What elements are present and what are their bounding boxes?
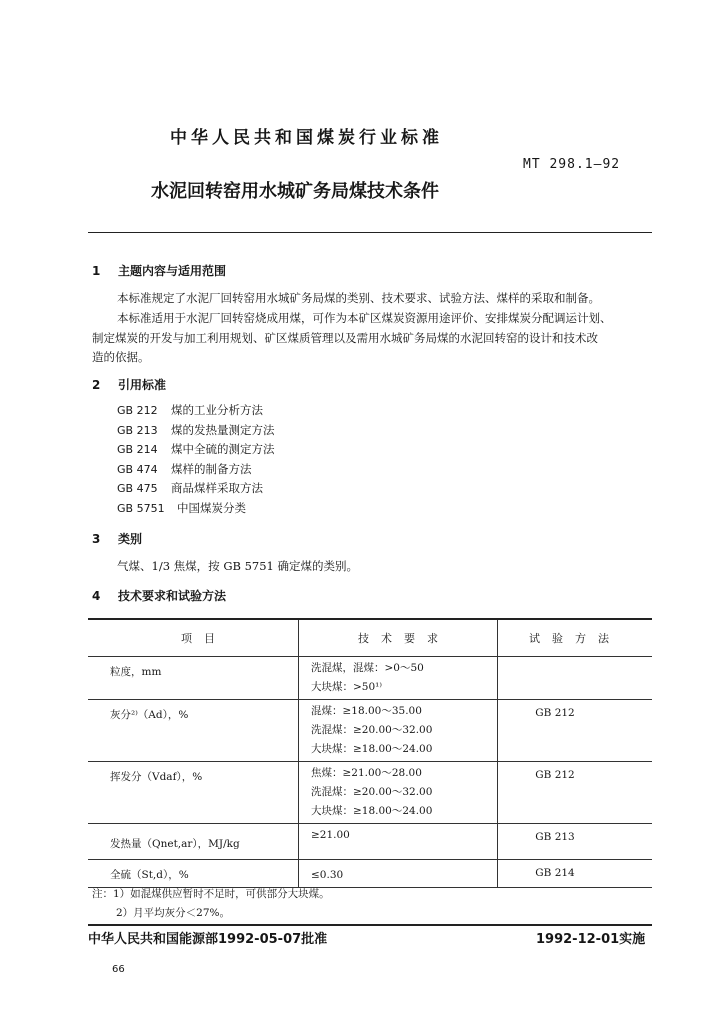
requirement-line: 大块煤：>50¹⁾	[311, 681, 382, 693]
section-title: 类别	[118, 532, 143, 546]
table-row	[88, 700, 652, 762]
ref-name: 商品煤样采取方法	[171, 481, 263, 496]
cell-item: 全硫（St,d），%	[88, 860, 299, 888]
table-header-row	[88, 619, 652, 657]
issuer-heading: 中华人民共和国煤炭行业标准	[170, 128, 443, 148]
ref-name: 中国煤炭分类	[177, 500, 246, 515]
requirement-line: 混煤：≥18.00～35.00	[311, 705, 422, 717]
cell-requirement	[299, 860, 498, 888]
ref-code: GB 475	[117, 482, 158, 496]
reference-list	[117, 401, 275, 519]
ref-code: GB 212	[117, 404, 158, 417]
table-notes	[92, 885, 330, 923]
section-1-para-2-line-2: 制定煤炭的开发与加工利用规划、矿区煤质管理以及需用水城矿务局煤的水泥回转窑的设计和技术改	[92, 331, 598, 345]
ref-code: GB 474	[117, 462, 158, 476]
cell-requirement	[299, 657, 498, 700]
section-1-para-2-line-3: 造的依据。	[92, 350, 150, 364]
approval-line: 中华人民共和国能源部1992-05-07批准	[88, 932, 328, 947]
column-header-requirement: 技术要求	[299, 619, 498, 657]
list-item	[117, 499, 275, 519]
cell-item: 粒度，mm	[88, 657, 299, 700]
cell-method: GB 212	[498, 762, 653, 824]
ref-code: GB 214	[117, 443, 158, 457]
requirement-line: 洗混煤，混煤：>0～50	[311, 662, 424, 674]
section-2-heading	[92, 376, 166, 393]
table-row	[88, 824, 652, 860]
list-item	[117, 479, 275, 499]
column-header-method: 试验方法	[498, 619, 653, 657]
requirement-line: 洗混煤：≥20.00～32.00	[311, 724, 433, 736]
column-header-item: 项目	[88, 619, 299, 657]
section-number: 3	[92, 532, 101, 546]
requirement-line: 焦煤：≥21.00～28.00	[311, 767, 422, 779]
requirement-line: 洗混煤：≥20.00～32.00	[311, 786, 433, 798]
table-row	[88, 657, 652, 700]
list-item	[117, 460, 275, 480]
note-1: 注：1）如混煤供应暂时不足时，可供部分大块煤。	[92, 888, 330, 900]
ref-name: 煤中全硫的测定方法	[171, 442, 275, 457]
table-row	[88, 762, 652, 824]
section-title: 技术要求和试验方法	[118, 589, 227, 603]
section-title: 主题内容与适用范围	[118, 264, 227, 278]
ref-name: 煤的工业分析方法	[171, 403, 263, 417]
page-number: 66	[112, 964, 125, 975]
standard-number: MT 298.1—92	[523, 157, 621, 172]
ref-name: 煤的发热量测定方法	[171, 422, 275, 437]
technical-requirements-table	[88, 618, 652, 888]
list-item	[117, 440, 275, 460]
title-rule	[88, 232, 652, 233]
cell-method	[498, 657, 653, 700]
cell-item: 挥发分（Vdaf），%	[88, 762, 299, 824]
cell-method: GB 213	[498, 824, 653, 860]
cell-method: GB 212	[498, 700, 653, 762]
section-number: 1	[92, 264, 101, 278]
ref-code: GB 5751	[117, 501, 165, 515]
section-number: 2	[92, 378, 101, 392]
cell-requirement	[299, 824, 498, 860]
cell-item: 灰分²⁾（Ad），%	[88, 700, 299, 762]
document-title: 水泥回转窑用水城矿务局煤技术条件	[151, 181, 439, 202]
section-1-para-2-line-1: 本标准适用于水泥厂回转窑烧成用煤，可作为本矿区煤炭资源用途评价、安排煤炭分配调运计划、	[117, 311, 612, 325]
section-number: 4	[92, 589, 101, 603]
implementation-date: 1992-12-01实施	[536, 932, 646, 947]
requirement-line: ≥21.00	[311, 829, 350, 841]
cell-method: GB 214	[498, 860, 653, 888]
requirement-line: 大块煤：≥18.00～24.00	[311, 805, 433, 817]
section-1-para-1: 本标准规定了水泥厂回转窑用水城矿务局煤的类别、技术要求、试验方法、煤样的采取和制备。	[117, 291, 600, 305]
cell-item: 发热量（Qnet,ar），MJ/kg	[88, 824, 299, 860]
ref-code: GB 213	[117, 423, 158, 437]
requirement-line: 大块煤：≥18.00～24.00	[311, 743, 433, 755]
list-item	[117, 401, 275, 421]
cell-requirement	[299, 762, 498, 824]
section-title: 引用标准	[118, 378, 167, 392]
section-4-heading	[92, 587, 226, 604]
list-item	[117, 421, 275, 441]
cell-requirement	[299, 700, 498, 762]
section-3-para: 气煤、1/3 焦煤，按 GB 5751 确定煤的类别。	[117, 559, 359, 573]
section-3-heading	[92, 530, 142, 547]
ref-name: 煤样的制备方法	[171, 461, 252, 476]
footer-rule	[88, 924, 652, 926]
requirement-line: ≤0.30	[311, 869, 344, 881]
table-row	[88, 860, 652, 888]
section-1-heading	[92, 262, 226, 279]
note-2: 2）月平均灰分＜27%。	[116, 907, 231, 919]
